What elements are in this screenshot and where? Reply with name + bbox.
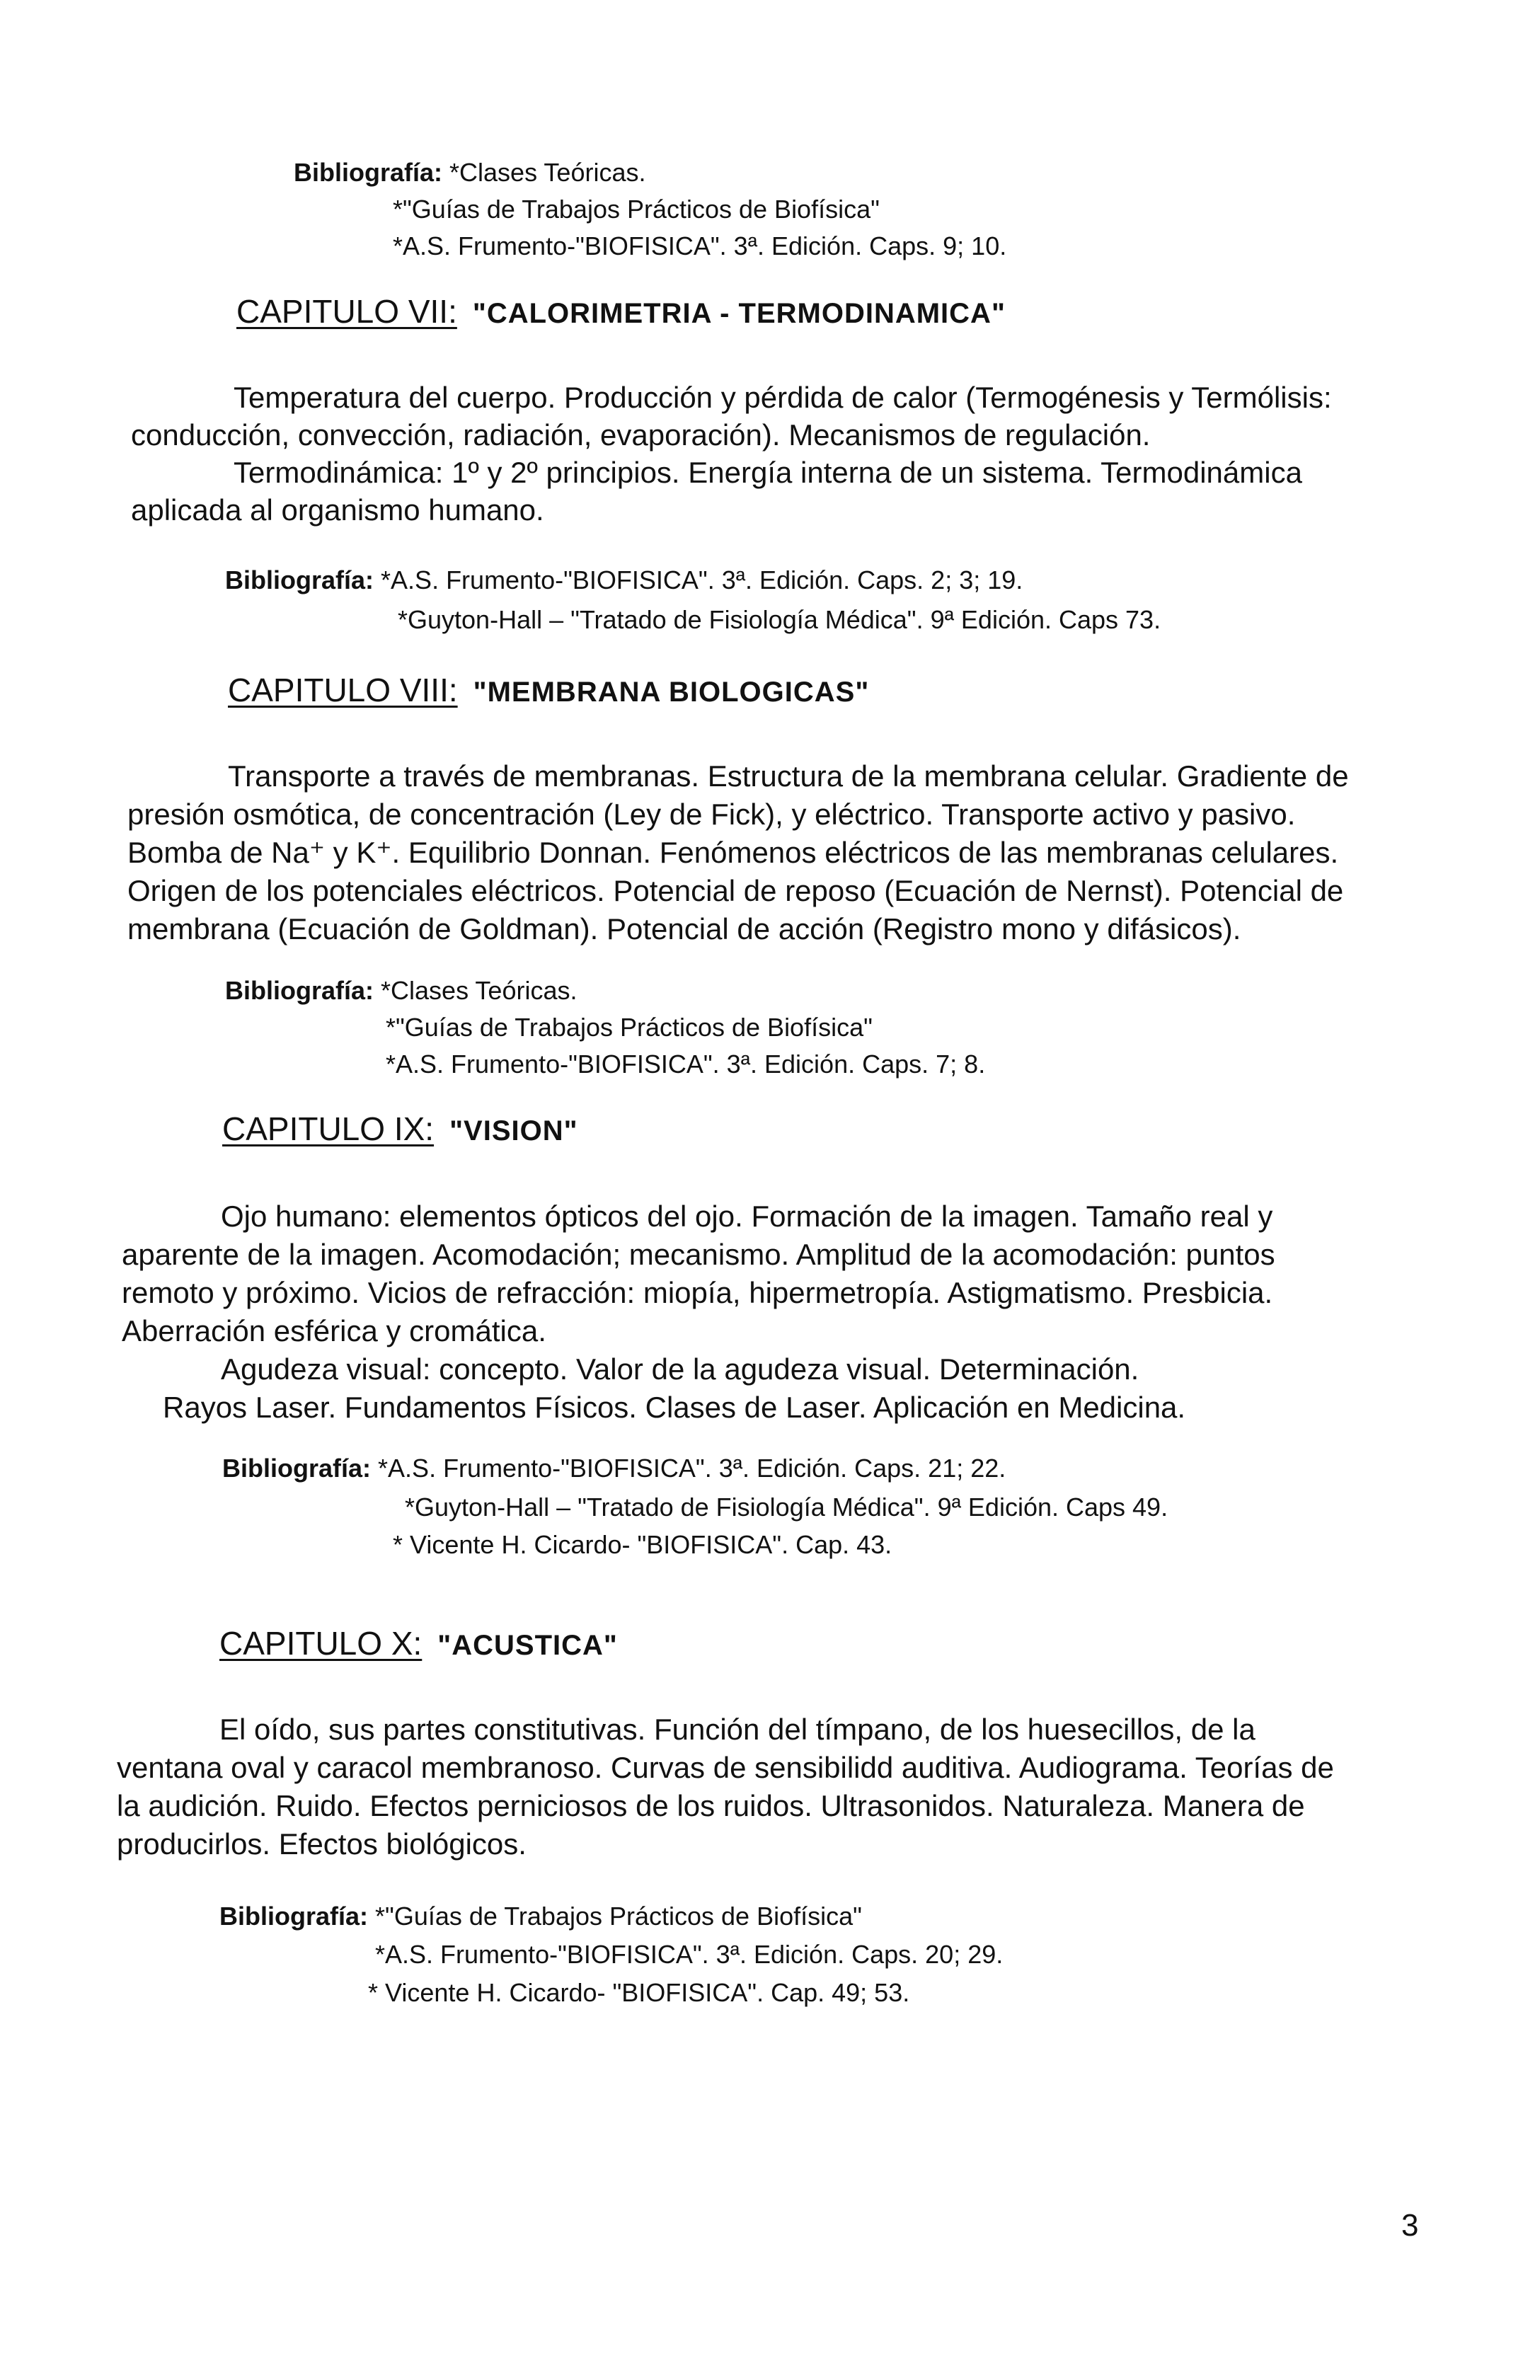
paragraph-line: producirlos. Efectos biológicos. [117, 1827, 527, 1861]
paragraph-line: El oído, sus partes constitutivas. Función del tímpano, de los huesecillos, de la [219, 1713, 1255, 1746]
paragraph-line: Transporte a través de membranas. Estructura de la membrana celular. Gradiente de [228, 759, 1349, 793]
bibliography-item: *A.S. Frumento-"BIOFISICA". 3ª. Edición. Caps. 2; 3; 19. [381, 565, 1023, 594]
chapter-number: CAPITULO IX: [222, 1110, 435, 1147]
page-number: 3 [1401, 2208, 1419, 2243]
chapter-heading [236, 294, 1006, 330]
bibliography-item: *A.S. Frumento-"BIOFISICA". 3ª. Edición. Caps. 21; 22. [378, 1454, 1006, 1483]
paragraph-line: ventana oval y caracol membranoso. Curvas de sensibilidd auditiva. Audiograma. Teorías de [117, 1751, 1334, 1784]
chapter-heading [228, 672, 869, 708]
chapter-topic: "MEMBRANA BIOLOGICAS" [473, 677, 870, 708]
paragraph-line: conducción, convección, radiación, evaporación). Mecanismos de regulación. [131, 418, 1151, 452]
bibliography-line [225, 566, 1023, 594]
bibliography-label: Bibliografía: [225, 565, 374, 594]
bibliography-item: *Guyton-Hall – "Tratado de Fisiología Médica". 9ª Edición. Caps 73. [398, 605, 1161, 634]
bibliography-line [225, 977, 577, 1005]
chapter-topic: "ACUSTICA" [437, 1630, 618, 1661]
paragraph-line: aparente de la imagen. Acomodación; mecanismo. Amplitud de la acomodación: puntos [122, 1238, 1275, 1271]
bibliography-item: *A.S. Frumento-"BIOFISICA". 3ª. Edición. Caps. 9; 10. [393, 231, 1007, 260]
bibliography-item: *"Guías de Trabajos Prácticos de Biofísica" [386, 1013, 873, 1042]
chapter-heading [222, 1111, 578, 1147]
bibliography-item: *Clases Teóricas. [381, 976, 578, 1005]
paragraph-line: presión osmótica, de concentración (Ley de Fick), y eléctrico. Transporte activo y pasivo. [127, 798, 1296, 831]
paragraph-line: la audición. Ruido. Efectos perniciosos de los ruidos. Ultrasonidos. Naturaleza. Manera de [117, 1789, 1305, 1822]
bibliography-line [219, 1902, 862, 1931]
bibliography-label: Bibliografía: [294, 158, 443, 187]
paragraph-line: Agudeza visual: concepto. Valor de la agudeza visual. Determinación. [221, 1352, 1139, 1386]
bibliography-item: *A.S. Frumento-"BIOFISICA". 3ª. Edición. Caps. 7; 8. [386, 1050, 986, 1079]
bibliography-line [294, 159, 645, 187]
chapter-topic: "VISION" [449, 1115, 578, 1146]
bibliography-item: *"Guías de Trabajos Prácticos de Biofísica" [393, 195, 880, 224]
paragraph-line: Rayos Laser. Fundamentos Físicos. Clases de Laser. Aplicación en Medicina. [163, 1391, 1186, 1424]
paragraph-line: remoto y próximo. Vicios de refracción: miopía, hipermetropía. Astigmatismo. Presbicia. [122, 1276, 1273, 1309]
chapter-heading [219, 1626, 618, 1662]
bibliography-item: * Vicente H. Cicardo- "BIOFISICA". Cap. 49; 53. [368, 1978, 910, 2007]
paragraph-line: membrana (Ecuación de Goldman). Potencial de acción (Registro mono y difásicos). [127, 912, 1241, 945]
paragraph-line: Temperatura del cuerpo. Producción y pérdida de calor (Termogénesis y Termólisis: [234, 381, 1332, 414]
paragraph-line: Aberración esférica y cromática. [122, 1314, 546, 1347]
paragraph-line: Bomba de Na⁺ y K⁺. Equilibrio Donnan. Fenómenos eléctricos de las membranas celulares. [127, 836, 1339, 869]
paragraph-line: Origen de los potenciales eléctricos. Potencial de reposo (Ecuación de Nernst). Potencial de [127, 874, 1344, 907]
chapter-number: CAPITULO X: [219, 1625, 423, 1662]
paragraph-line: Termodinámica: 1º y 2º principios. Energía interna de un sistema. Termodinámica [234, 456, 1302, 489]
bibliography-label: Bibliografía: [219, 1902, 369, 1931]
bibliography-item: *Guyton-Hall – "Tratado de Fisiología Médica". 9ª Edición. Caps 49. [405, 1493, 1168, 1522]
bibliography-label: Bibliografía: [225, 976, 374, 1005]
bibliography-item: *"Guías de Trabajos Prácticos de Biofísica" [375, 1902, 862, 1931]
paragraph-line: Ojo humano: elementos ópticos del ojo. Formación de la imagen. Tamaño real y [221, 1200, 1273, 1233]
chapter-topic: "CALORIMETRIA - TERMODINAMICA" [472, 298, 1006, 329]
chapter-number: CAPITULO VIII: [228, 672, 458, 708]
chapter-number: CAPITULO VII: [236, 293, 457, 330]
bibliography-item: *A.S. Frumento-"BIOFISICA". 3ª. Edición. Caps. 20; 29. [375, 1940, 1004, 1969]
bibliography-item: *Clases Teóricas. [449, 158, 646, 187]
bibliography-line [222, 1454, 1006, 1483]
bibliography-label: Bibliografía: [222, 1454, 372, 1483]
bibliography-item: * Vicente H. Cicardo- "BIOFISICA". Cap. 43. [393, 1530, 892, 1559]
paragraph-line: aplicada al organismo humano. [131, 493, 544, 527]
